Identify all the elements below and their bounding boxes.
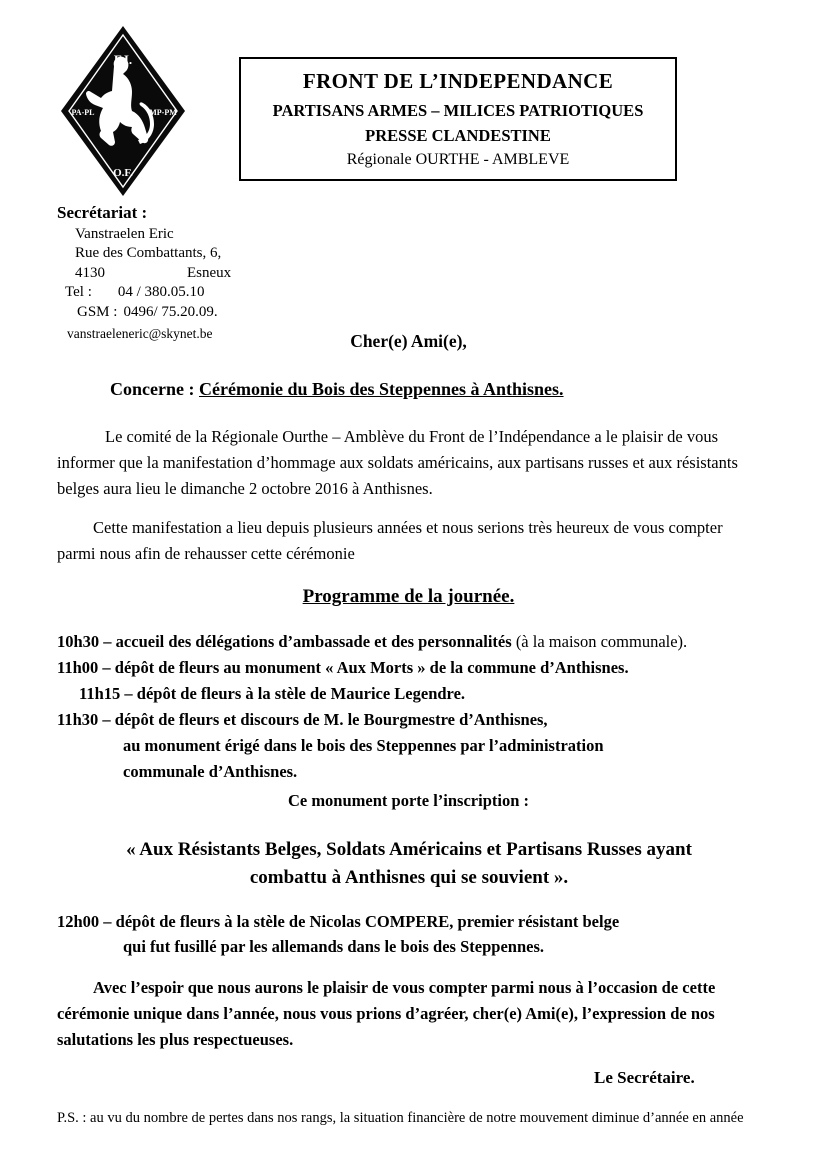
org-name: FRONT DE L’INDEPENDANCE (302, 69, 614, 93)
subject-line (110, 379, 564, 400)
subject-label: Concerne : (110, 379, 199, 399)
subject-text: Cérémonie du Bois des Steppennes à Anthisnes. (198, 379, 564, 399)
postscript: P.S. : au vu du nombre de pertes dans nos rangs, la situation financière de notre mouvement diminue d’année en année (57, 1110, 744, 1126)
org-subtitle-1: PARTISANS ARMES – MILICES PATRIOTIQUES (272, 101, 644, 120)
secretariat-block (57, 203, 231, 344)
program-item-12h00-cont: qui fut fusillé par les allemands dans le bois des Steppennes. (123, 937, 544, 956)
program-item-11h00: 11h00 – dépôt de fleurs au monument « Aux Morts » de la commune d’Anthisnes. (57, 658, 629, 677)
program-item-10h30 (57, 629, 805, 655)
program-list (57, 629, 805, 785)
logo-papl-text: PA-PL (71, 108, 95, 117)
secretariat-postal-city (57, 264, 231, 284)
city: Esneux (187, 264, 232, 281)
program-item-11h30: 11h30 – dépôt de fleurs et discours de M. le Bourgmestre d’Anthisnes, (57, 710, 548, 729)
monument-inscription: « Aux Résistants Belges, Soldats Américains et Partisans Russes ayant combattu à Anthisnes qui se souvient ». (126, 839, 692, 888)
body-paragraph-1: Le comité de la Régionale Ourthe – Amblève du Front de l’Indépendance a le plaisir de vous informer que la manifestation d’hommage aux soldats américains, aux partisans russes et aux résistants belges aura lieu le dimanche 2 octobre 2016 à Anthisnes. (57, 427, 738, 498)
inscription-intro: Ce monument porte l’inscription : (287, 791, 530, 810)
lion-emblem-icon (58, 24, 188, 198)
secretariat-name: Vanstraelen Eric (75, 225, 174, 242)
org-subtitle-2: PRESSE CLANDESTINE (365, 126, 551, 145)
org-regional: Régionale OURTHE - AMBLEVE (346, 151, 570, 168)
secretariat-street: Rue des Combattants, 6, (75, 245, 222, 261)
tel-value: 04 / 380.05.10 (117, 284, 205, 300)
salutation: Cher(e) Ami(e), (350, 331, 467, 351)
program-item-12h00: 12h00 – dépôt de fleurs à la stèle de Nicolas COMPERE, premier résistant belge (57, 912, 620, 931)
program-title: Programme de la journée. (302, 586, 515, 607)
program-item-11h15: 11h15 – dépôt de fleurs à la stèle de Maurice Legendre. (79, 684, 466, 703)
program-item-11h30-cont-2: communale d’Anthisnes. (123, 762, 298, 781)
fi-diamond-logo (58, 24, 188, 198)
secretariat-gsm (57, 303, 231, 323)
postal-code: 4130 (75, 264, 105, 281)
body-paragraph-2: Cette manifestation a lieu depuis plusieurs années et nous serions très heureux de vous compter parmi nous afin de rehausser cette cérémonie (57, 518, 723, 563)
letterhead-box (239, 57, 677, 181)
logo-of-text: O.F. (113, 167, 133, 179)
logo-fi-text: F.I. (113, 52, 133, 67)
program-item-11h30-cont-1: au monument érigé dans le bois des Steppennes par l’administration (123, 736, 604, 755)
program-item-10h30-bold: 10h30 – accueil des délégations d’ambassade et des personnalités (57, 632, 516, 651)
tel-label: Tel : (65, 284, 92, 300)
closing-paragraph: Avec l’espoir que nous aurons le plaisir de vous compter parmi nous à l’occasion de cette cérémonie unique dans l’année, nous vous prions d’agréer, cher(e) Ami(e), l’expression de nos salutations les plus respectueuses. (57, 978, 716, 1049)
signature: Le Secrétaire. (594, 1068, 695, 1087)
program-item-12h00-block (57, 909, 805, 959)
gsm-value: 0496/ 75.20.09. (123, 303, 218, 320)
program-item-10h30-normal: (à la maison communale). (515, 632, 688, 651)
logo-mppm-text: MP-PM (149, 108, 177, 117)
secretariat-email: vanstraeleneric@skynet.be (67, 326, 213, 341)
secretariat-tel (57, 283, 231, 303)
gsm-label: GSM : (77, 303, 118, 320)
secretariat-title: Secrétariat : (57, 203, 148, 222)
